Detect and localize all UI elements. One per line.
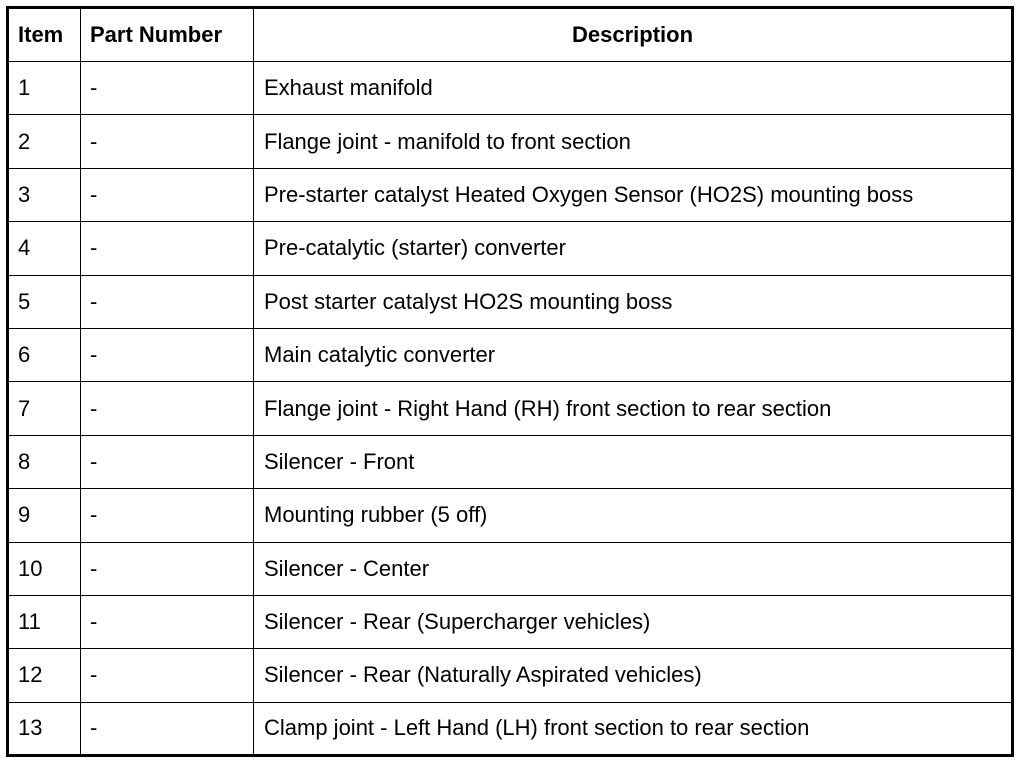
table-header xyxy=(8,8,1013,62)
header-row xyxy=(8,8,1013,62)
table-body xyxy=(8,62,1013,756)
cell-item: 6 xyxy=(8,328,81,381)
cell-item: 3 xyxy=(8,168,81,221)
cell-part-number: - xyxy=(81,62,254,115)
cell-part-number: - xyxy=(81,115,254,168)
cell-item: 11 xyxy=(8,595,81,648)
header-description: Description xyxy=(254,8,1013,62)
table-row xyxy=(8,328,1013,381)
table-row xyxy=(8,542,1013,595)
cell-part-number: - xyxy=(81,702,254,755)
cell-part-number: - xyxy=(81,168,254,221)
cell-description: Mounting rubber (5 off) xyxy=(254,489,1013,542)
cell-part-number: - xyxy=(81,328,254,381)
parts-table xyxy=(6,6,1014,757)
cell-description: Main catalytic converter xyxy=(254,328,1013,381)
table-row xyxy=(8,62,1013,115)
cell-item: 7 xyxy=(8,382,81,435)
cell-part-number: - xyxy=(81,595,254,648)
cell-item: 5 xyxy=(8,275,81,328)
table-row xyxy=(8,435,1013,488)
table-row xyxy=(8,649,1013,702)
table-row xyxy=(8,595,1013,648)
table-row xyxy=(8,702,1013,755)
cell-description: Clamp joint - Left Hand (LH) front section to rear section xyxy=(254,702,1013,755)
cell-description: Exhaust manifold xyxy=(254,62,1013,115)
table-row xyxy=(8,489,1013,542)
cell-item: 10 xyxy=(8,542,81,595)
cell-item: 9 xyxy=(8,489,81,542)
cell-part-number: - xyxy=(81,382,254,435)
table-row xyxy=(8,382,1013,435)
cell-description: Pre-starter catalyst Heated Oxygen Sensor (HO2S) mounting boss xyxy=(254,168,1013,221)
cell-description: Silencer - Center xyxy=(254,542,1013,595)
cell-part-number: - xyxy=(81,649,254,702)
cell-part-number: - xyxy=(81,542,254,595)
cell-item: 1 xyxy=(8,62,81,115)
header-item: Item xyxy=(8,8,81,62)
cell-description: Pre-catalytic (starter) converter xyxy=(254,222,1013,275)
table-row xyxy=(8,275,1013,328)
cell-description: Flange joint - manifold to front section xyxy=(254,115,1013,168)
cell-description: Silencer - Front xyxy=(254,435,1013,488)
cell-item: 13 xyxy=(8,702,81,755)
header-part-number: Part Number xyxy=(81,8,254,62)
cell-item: 4 xyxy=(8,222,81,275)
cell-description: Flange joint - Right Hand (RH) front section to rear section xyxy=(254,382,1013,435)
cell-part-number: - xyxy=(81,275,254,328)
cell-description: Post starter catalyst HO2S mounting boss xyxy=(254,275,1013,328)
cell-description: Silencer - Rear (Naturally Aspirated vehicles) xyxy=(254,649,1013,702)
table-row xyxy=(8,168,1013,221)
cell-part-number: - xyxy=(81,489,254,542)
table-row xyxy=(8,222,1013,275)
cell-item: 2 xyxy=(8,115,81,168)
cell-item: 12 xyxy=(8,649,81,702)
cell-part-number: - xyxy=(81,435,254,488)
cell-description: Silencer - Rear (Supercharger vehicles) xyxy=(254,595,1013,648)
cell-part-number: - xyxy=(81,222,254,275)
table-row xyxy=(8,115,1013,168)
cell-item: 8 xyxy=(8,435,81,488)
